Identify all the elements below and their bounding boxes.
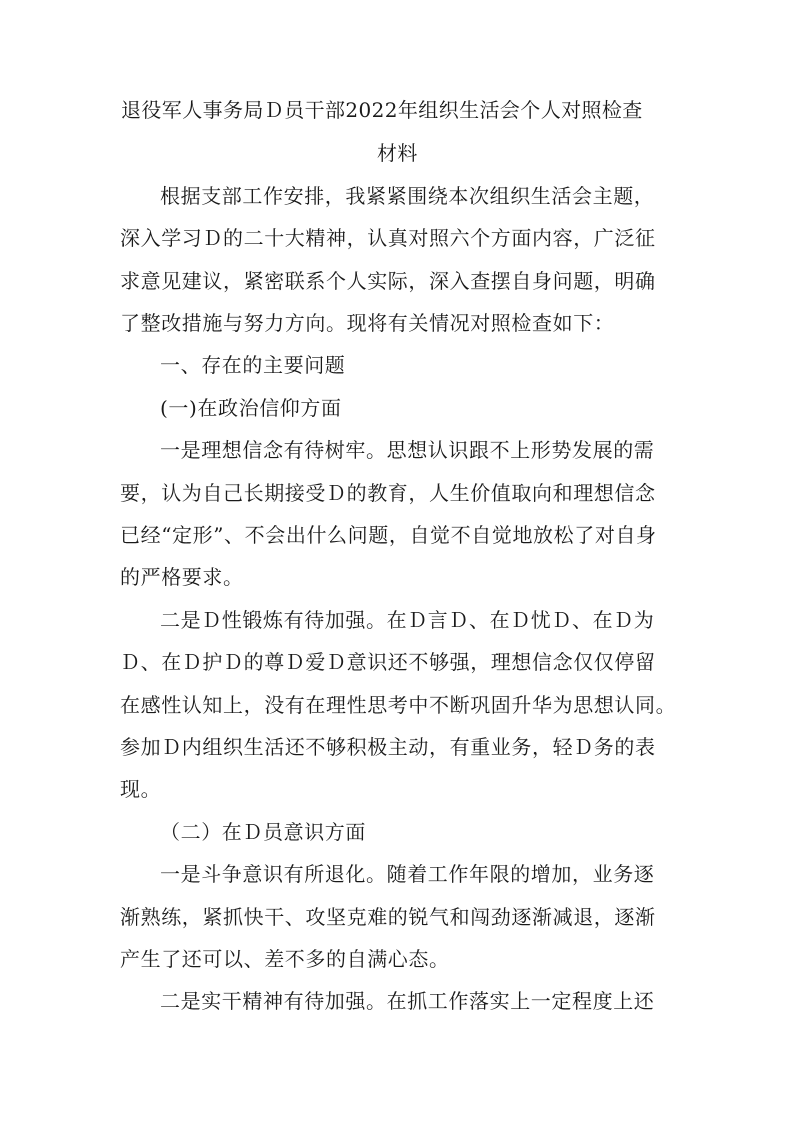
- paragraph-line: 渐熟练，紧抓快干、攻坚克难的锐气和闯劲逐渐减退，逐渐: [120, 905, 656, 929]
- document-title: 退役军人事务局Ｄ员干部2022年组织生活会个人对照检查: [121, 98, 643, 122]
- paragraph-line: 二是Ｄ性锻炼有待加强。在Ｄ言Ｄ、在Ｄ忧Ｄ、在Ｄ为: [160, 608, 655, 632]
- document-title-continued: 材料: [377, 141, 418, 165]
- paragraph-line: 参加Ｄ内组织生活还不够积极主动，有重业务，轻Ｄ务的表: [120, 735, 656, 759]
- paragraph-line: 的严格要求。: [120, 565, 244, 589]
- paragraph-line: Ｄ、在Ｄ护Ｄ的尊Ｄ爱Ｄ意识还不够强，理想信念仅仅停留: [120, 650, 656, 674]
- intro-line-3: 求意见建议，紧密联系个人实际，深入查摆自身问题，明确: [120, 269, 656, 293]
- paragraph-line: 一是理想信念有待树牢。思想认识跟不上形势发展的需: [160, 438, 655, 462]
- paragraph-line: 要，认为自己长期接受Ｄ的教育，人生价值取向和理想信念: [120, 481, 656, 505]
- paragraph-line: 二是实干精神有待加强。在抓工作落实上一定程度上还: [160, 989, 655, 1013]
- paragraph-line: 在感性认知上，没有在理性思考中不断巩固升华为思想认同。: [120, 693, 677, 717]
- intro-line-1: 根据支部工作安排，我紧紧围绕本次组织生活会主题，: [160, 184, 655, 208]
- paragraph-line: 一是斗争意识有所退化。随着工作年限的增加，业务逐: [160, 862, 655, 886]
- intro-line-4: 了整改措施与努力方向。现将有关情况对照检查如下：: [120, 311, 615, 335]
- subsection-heading-party-awareness: （二）在Ｄ员意识方面: [160, 820, 366, 844]
- subsection-heading-political-belief: (一)在政治信仰方面: [160, 396, 342, 420]
- intro-line-2: 深入学习Ｄ的二十大精神，认真对照六个方面内容，广泛征: [120, 226, 656, 250]
- paragraph-line: 已经“定形”、不会出什么问题，自觉不自觉地放松了对自身: [120, 523, 657, 547]
- paragraph-line: 现。: [120, 777, 162, 801]
- section-heading-problems: 一、存在的主要问题: [160, 353, 346, 377]
- paragraph-line: 产生了还可以、差不多的自满心态。: [120, 947, 450, 971]
